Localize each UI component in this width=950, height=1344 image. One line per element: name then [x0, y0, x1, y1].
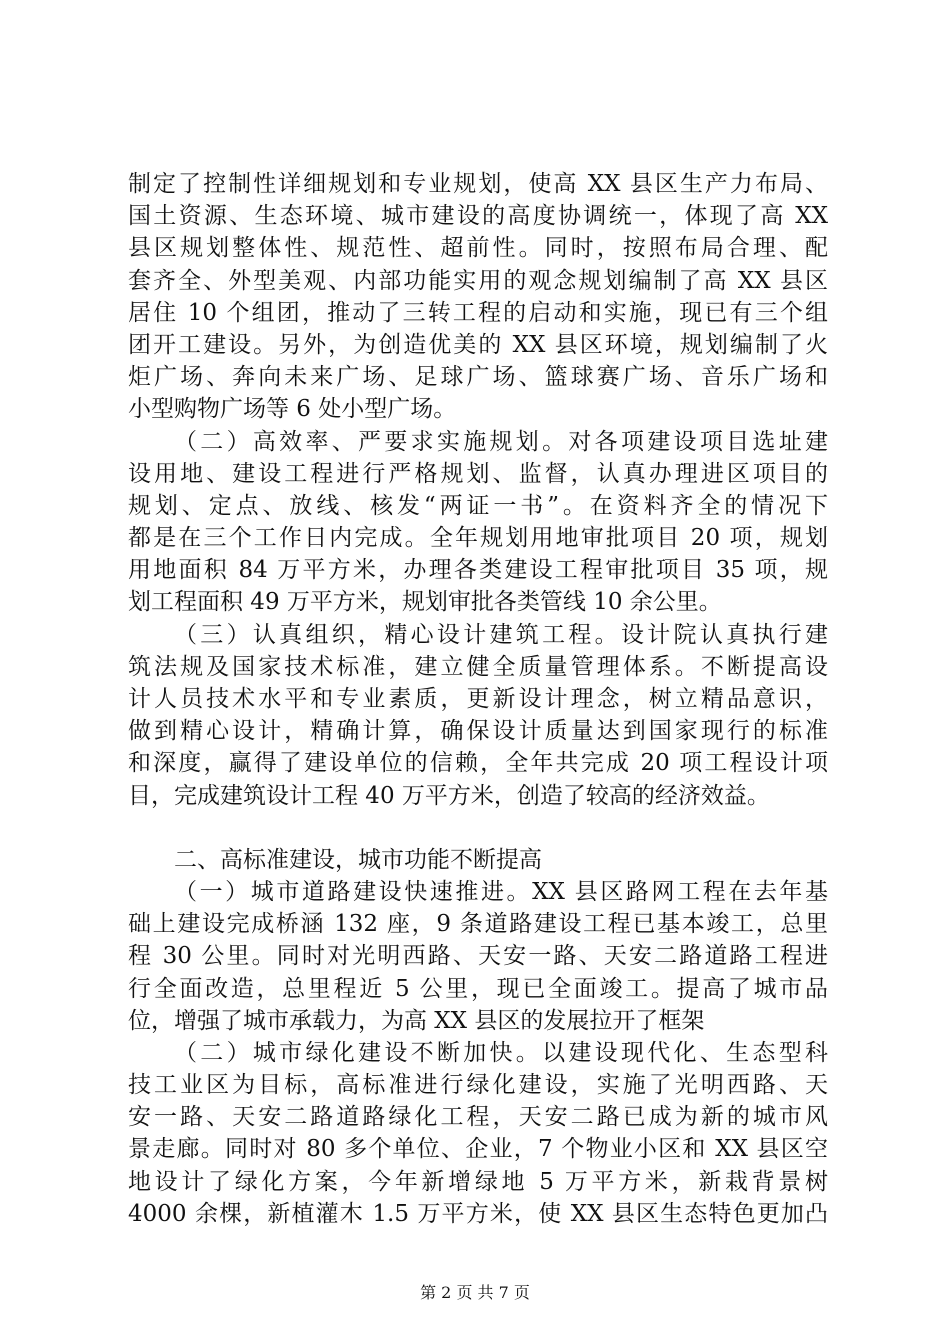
text-line: 用地面积 84 万平方米，办理各类建设工程审批项目 35 项，规 [128, 557, 828, 584]
paragraph-planning-continued [128, 168, 828, 426]
section-heading: 二、高标准建设，城市功能不断提高 [174, 846, 542, 873]
text-line: 设用地、建设工程进行严格规划、监督，认真办理进区项目的 [128, 460, 828, 487]
text-line: 做到精心设计，精确计算，确保设计质量达到国家现行的标准 [128, 718, 828, 745]
text-line: （二）高效率、严要求实施规划。对各项建设项目选址建 [174, 428, 828, 455]
text-line: 小型购物广场等 6 处小型广场。 [128, 396, 457, 423]
text-line: 国土资源、生态环境、城市建设的高度协调统一，体现了高 XX [128, 203, 828, 230]
paragraph-road-construction [128, 876, 828, 1037]
text-line: 技工业区为目标，高标准进行绿化建设，实施了光明西路、天 [128, 1072, 828, 1099]
text-line: 都是在三个工作日内完成。全年规划用地审批项目 20 项，规划 [128, 525, 828, 552]
text-line: 制定了控制性详细规划和专业规划，使高 XX 县区生产力布局、 [128, 171, 828, 197]
text-line: 程 30 公里。同时对光明西路、天安一路、天安二路道路工程进 [128, 943, 828, 970]
text-line: （二）城市绿化建设不断加快。以建设现代化、生态型科 [174, 1039, 828, 1066]
document-body [128, 168, 828, 1230]
text-line: （一）城市道路建设快速推进。XX 县区路网工程在去年基 [174, 878, 828, 905]
text-line: 筑法规及国家技术标准，建立健全质量管理体系。不断提高设 [128, 653, 828, 680]
text-line: （三）认真组织，精心设计建筑工程。设计院认真执行建 [174, 621, 828, 648]
paragraph-architectural-design [128, 619, 828, 812]
text-line: 景走廊。同时对 80 多个单位、企业，7 个物业小区和 XX 县区空 [128, 1136, 828, 1163]
text-line: 居住 10 个组团，推动了三转工程的启动和实施，现已有三个组 [128, 299, 828, 326]
text-line: 规划、定点、放线、核发“两证一书”。在资料齐全的情况下 [128, 492, 828, 519]
paragraph-spacer [128, 812, 828, 844]
text-line: 行全面改造，总里程近 5 公里，现已全面竣工。提高了城市品 [128, 975, 828, 1002]
text-line: 套齐全、外型美观、内部功能实用的观念规划编制了高 XX 县区 [128, 267, 828, 294]
text-line: 4000 余棵，新植灌木 1.5 万平方米，使 XX 县区生态特色更加凸 [128, 1200, 828, 1227]
text-line: 炬广场、奔向未来广场、足球广场、篮球赛广场、音乐广场和 [128, 364, 828, 391]
text-line: 位，增强了城市承载力，为高 XX 县区的发展拉开了框架 [128, 1007, 705, 1034]
page-number: 第 2 页 共 7 页 [420, 1283, 530, 1302]
text-line: 础上建设完成桥涵 132 座，9 条道路建设工程已基本竣工，总里 [128, 911, 828, 938]
text-line: 县区规划整体性、规范性、超前性。同时，按照布局合理、配 [128, 235, 828, 262]
text-line: 安一路、天安二路道路绿化工程，天安二路已成为新的城市风 [128, 1104, 828, 1131]
text-line: 团开工建设。另外，为创造优美的 XX 县区环境，规划编制了火 [128, 331, 828, 358]
text-line: 目，完成建筑设计工程 40 万平方米，创造了较高的经济效益。 [128, 782, 770, 809]
text-line: 和深度，赢得了建设单位的信赖，全年共完成 20 项工程设计项 [128, 750, 828, 777]
paragraph-greening [128, 1037, 828, 1230]
text-line: 划工程面积 49 万平方米，规划审批各类管线 10 余公里。 [128, 589, 722, 616]
text-line: 计人员技术水平和专业素质，更新设计理念，树立精品意识， [128, 686, 828, 712]
paragraph-efficient-planning [128, 426, 828, 619]
text-line: 地设计了绿化方案，今年新增绿地 5 万平方米，新栽背景树 [128, 1168, 828, 1195]
